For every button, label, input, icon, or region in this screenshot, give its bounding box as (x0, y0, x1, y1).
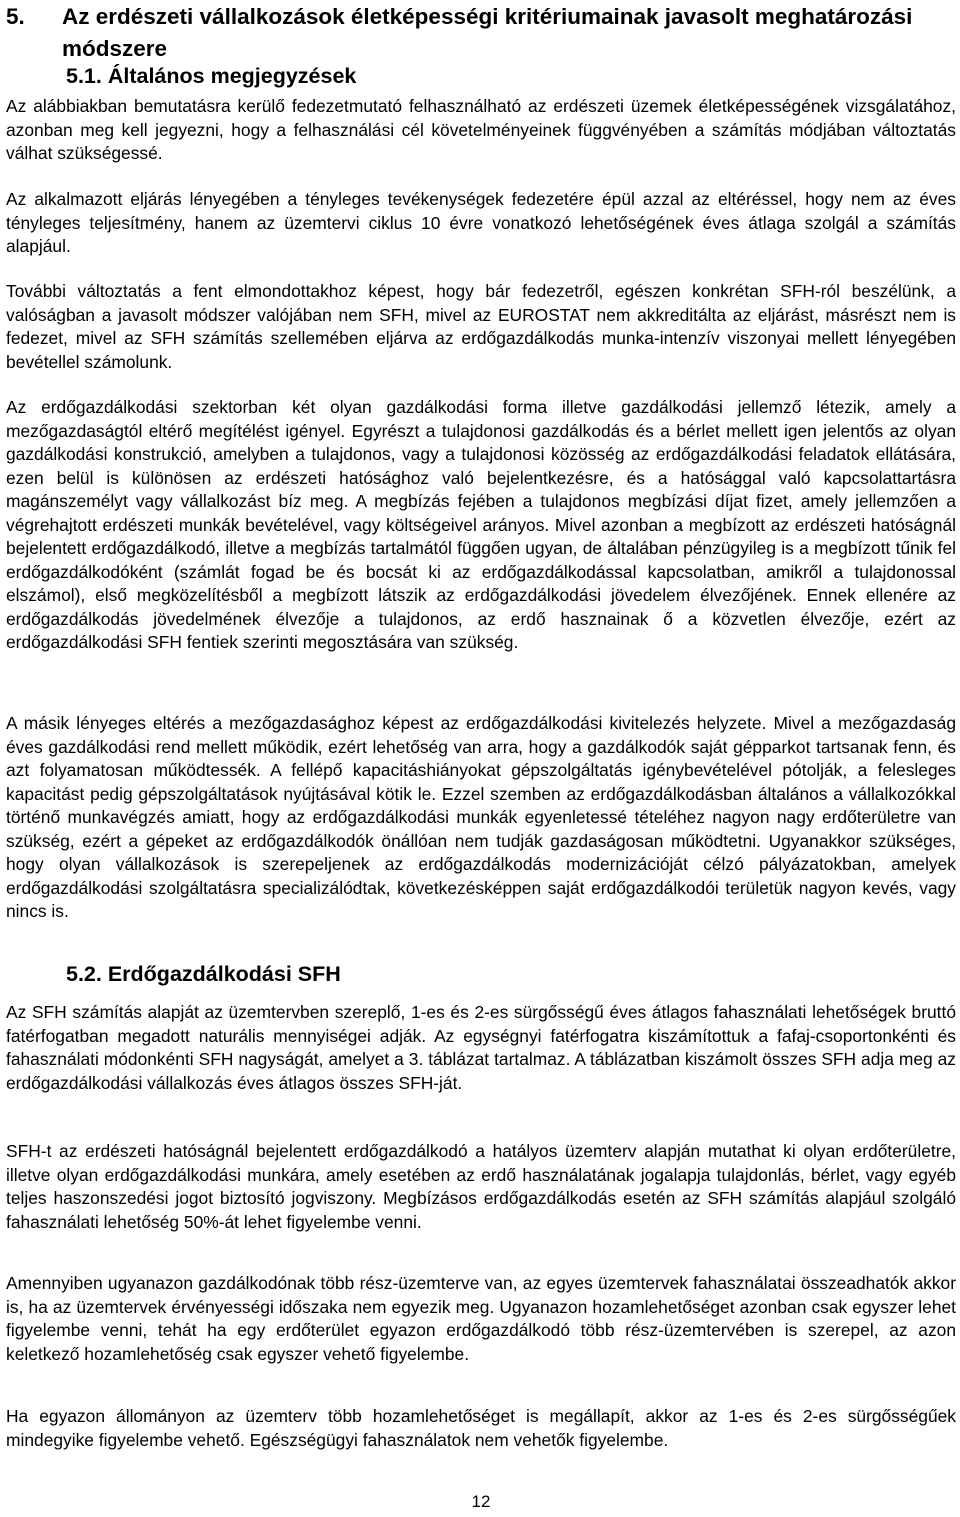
section-title-line1: Az erdészeti vállalkozások életképességi kritériumainak javasolt meghatározási (62, 4, 913, 29)
paragraph-forestry-sector: Az erdőgazdálkodási szektorban két olyan gazdálkodási forma illetve gazdálkodási jellemző létezik, amely a mezőgazdaságtól eltérő megítélést igényel. Egyrészt a tulajdonosi gazdálkodás és a bérlet mellett igen jelentős az olyan gazdálkodási konstrukció, amelyben a tulajdonos, vagy a tulajdonosi közösség az erdőgazdálkodási feladatok ellátására, ezen belül is különösen az erdészeti hatósághoz való bejelentkezésre, és a hatósággal való kapcsolattartásra magánszemélyt vagy vállalkozást bíz meg. A megbízás fejében a tulajdonos megbízási díjat fizet, amely jellemzően a végrehajtott erdészeti munkák bevételével, vagy költségeivel arányos. Mivel azonban a megbízott az erdészeti hatóságnál bejelentett erdőgazdálkodó, illetve a megbízás tartalmától függően ugyan, de általában pénzügyileg is a megbízott tűnik fel erdőgazdálkodóként (számlát fogad be és bocsát ki az erdőgazdálkodással kapcsolatban, amikről a tulajdonossal elszámol), első megközelítésből a megbízott látszik az erdőgazdálkodási jövedelem élvezőjének. Ennek ellenére az erdőgazdálkodás jövedelmének élvezője a tulajdonos, az erdő hasznainak ő a közvetlen élvezője, ezért az erdőgazdálkodási SFH fentiek szerinti megosztására van szükség. (6, 397, 956, 652)
paragraph-sfh-eligibility: SFH-t az erdészeti hatóságnál bejelentett erdőgazdálkodó a hatályos üzemterv alapján mutathat ki olyan erdőterületre, illetve olyan erdőgazdálkodási munkára, amely esetében az erdő használatának jogalapja tulajdonlás, bérlet, vagy egyéb teljes haszonszedési jogot biztosító jogviszony. Megbízásos erdőgazdálkodás esetén az SFH számítás alapjául szolgáló fahasználati lehetőség 50%-át lehet figyelembe venni. (6, 1141, 956, 1232)
page-number: 12 (471, 1492, 491, 1511)
section-number: 5. (6, 4, 25, 29)
paragraph-sfh-basis: Az SFH számítás alapját az üzemtervben szereplő, 1-es és 2-es sürgősségű éves átlagos fahasználati lehetőségek bruttó fatérfogatban megadott naturális mennyiségei adják. Az egységnyi fatérfogatra kiszámítottuk a fafaj-csoportonkénti és fahasználati módonkénti SFH nagyságát, amelyet a 3. táblázat tartalmaz. A táblázatban kiszámolt összes SFH adja meg az erdőgazdálkodási vállalkozás éves átlagos összes SFH-ját. (6, 1002, 956, 1093)
paragraph-execution: A másik lényeges eltérés a mezőgazdasághoz képest az erdőgazdálkodási kivitelezés helyzete. Mivel a mezőgazdaság éves gazdálkodási rend mellett működik, ezért lehetőség van arra, hogy a gazdálkodók saját gépparkot tartsanak fenn, és azt folyamatosan működtessék. A fellépő kapacitáshiányokat gépszolgáltatás igénybevételével pótolják, a felesleges kapacitást pedig gépszolgáltatások nyújtásával kötik le. Ezzel szemben az erdőgazdálkodásban általános a vállalkozókkal történő munkavégzés amiatt, hogy az erdőgazdálkodási munkák egyenletessé tételéhez nagyon nagy erdőterületre van szükség, ezért a gépeket az erdőgazdálkodók önállóan nem tudják gazdaságosan működtetni. Ugyanakkor szükséges, hogy olyan vállalkozások is szerepeljenek az erdőgazdálkodás modernizációját célzó pályázatokban, amelyek erdőgazdálkodási szolgáltatásra specializálódtak, következésképpen saját erdőgazdálkodói területük nagyon kevés, vagy nincs is. (6, 713, 956, 921)
subsection-heading-general-notes: 5.1. Általános megjegyzések (66, 64, 357, 88)
paragraph-intro: Az alábbiakban bemutatásra kerülő fedezetmutató felhasználható az erdészeti üzemek életképességének vizsgálatához, azonban meg kell jegyezni, hogy a felhasználási cél követelményeinek függvényében a számítás módjában változtatás válhat szükségessé. (6, 96, 956, 163)
paragraph-same-stand: Ha egyazon állományon az üzemterv több hozamlehetőséget is megállapít, akkor az 1-es és 2-es sürgősségűek mindegyike figyelembe vehető. Egészségügyi fahasználatok nem vehetők figyelembe. (6, 1406, 956, 1450)
subsection-heading-forestry-sfh: 5.2. Erdőgazdálkodási SFH (66, 962, 341, 986)
section-heading (6, 1, 956, 65)
paragraph-further-change: További változtatás a fent elmondottakhoz képest, hogy bár fedezetről, egészen konkrétan SFH-ról beszélünk, a valóságban a javasolt módszer valójában nem SFH, mivel az EUROSTAT nem akkreditálta az eljárást, másrészt nem is fedezet, mivel az SFH számítás szellemében eljárva az erdőgazdálkodás munka-intenzív viszonyai mellett lényegében bevétellel számolunk. (6, 281, 956, 372)
paragraph-multiple-plans: Amennyiben ugyanazon gazdálkodónak több rész-üzemterve van, az egyes üzemtervek fahasználatai összeadhatók akkor is, ha az üzemtervek érvényességi időszaka nem egyezik meg. Ugyanazon hozamlehetőséget azonban csak egyszer lehet figyelembe venni, tehát ha egy erdőterület egyazon erdőgazdálkodó több rész-üzemtervében is szerepel, az azon keletkező hozamlehetőség csak egyszer vehető figyelembe. (6, 1273, 956, 1364)
section-title-line2: módszere (62, 36, 168, 61)
paragraph-method: Az alkalmazott eljárás lényegében a tényleges tevékenységek fedezetére épül azzal az eltéréssel, hogy nem az éves tényleges teljesítmény, hanem az üzemtervi ciklus 10 évre vonatkozó lehetőségének éves átlaga szolgál a számítás alapjául. (6, 189, 956, 256)
